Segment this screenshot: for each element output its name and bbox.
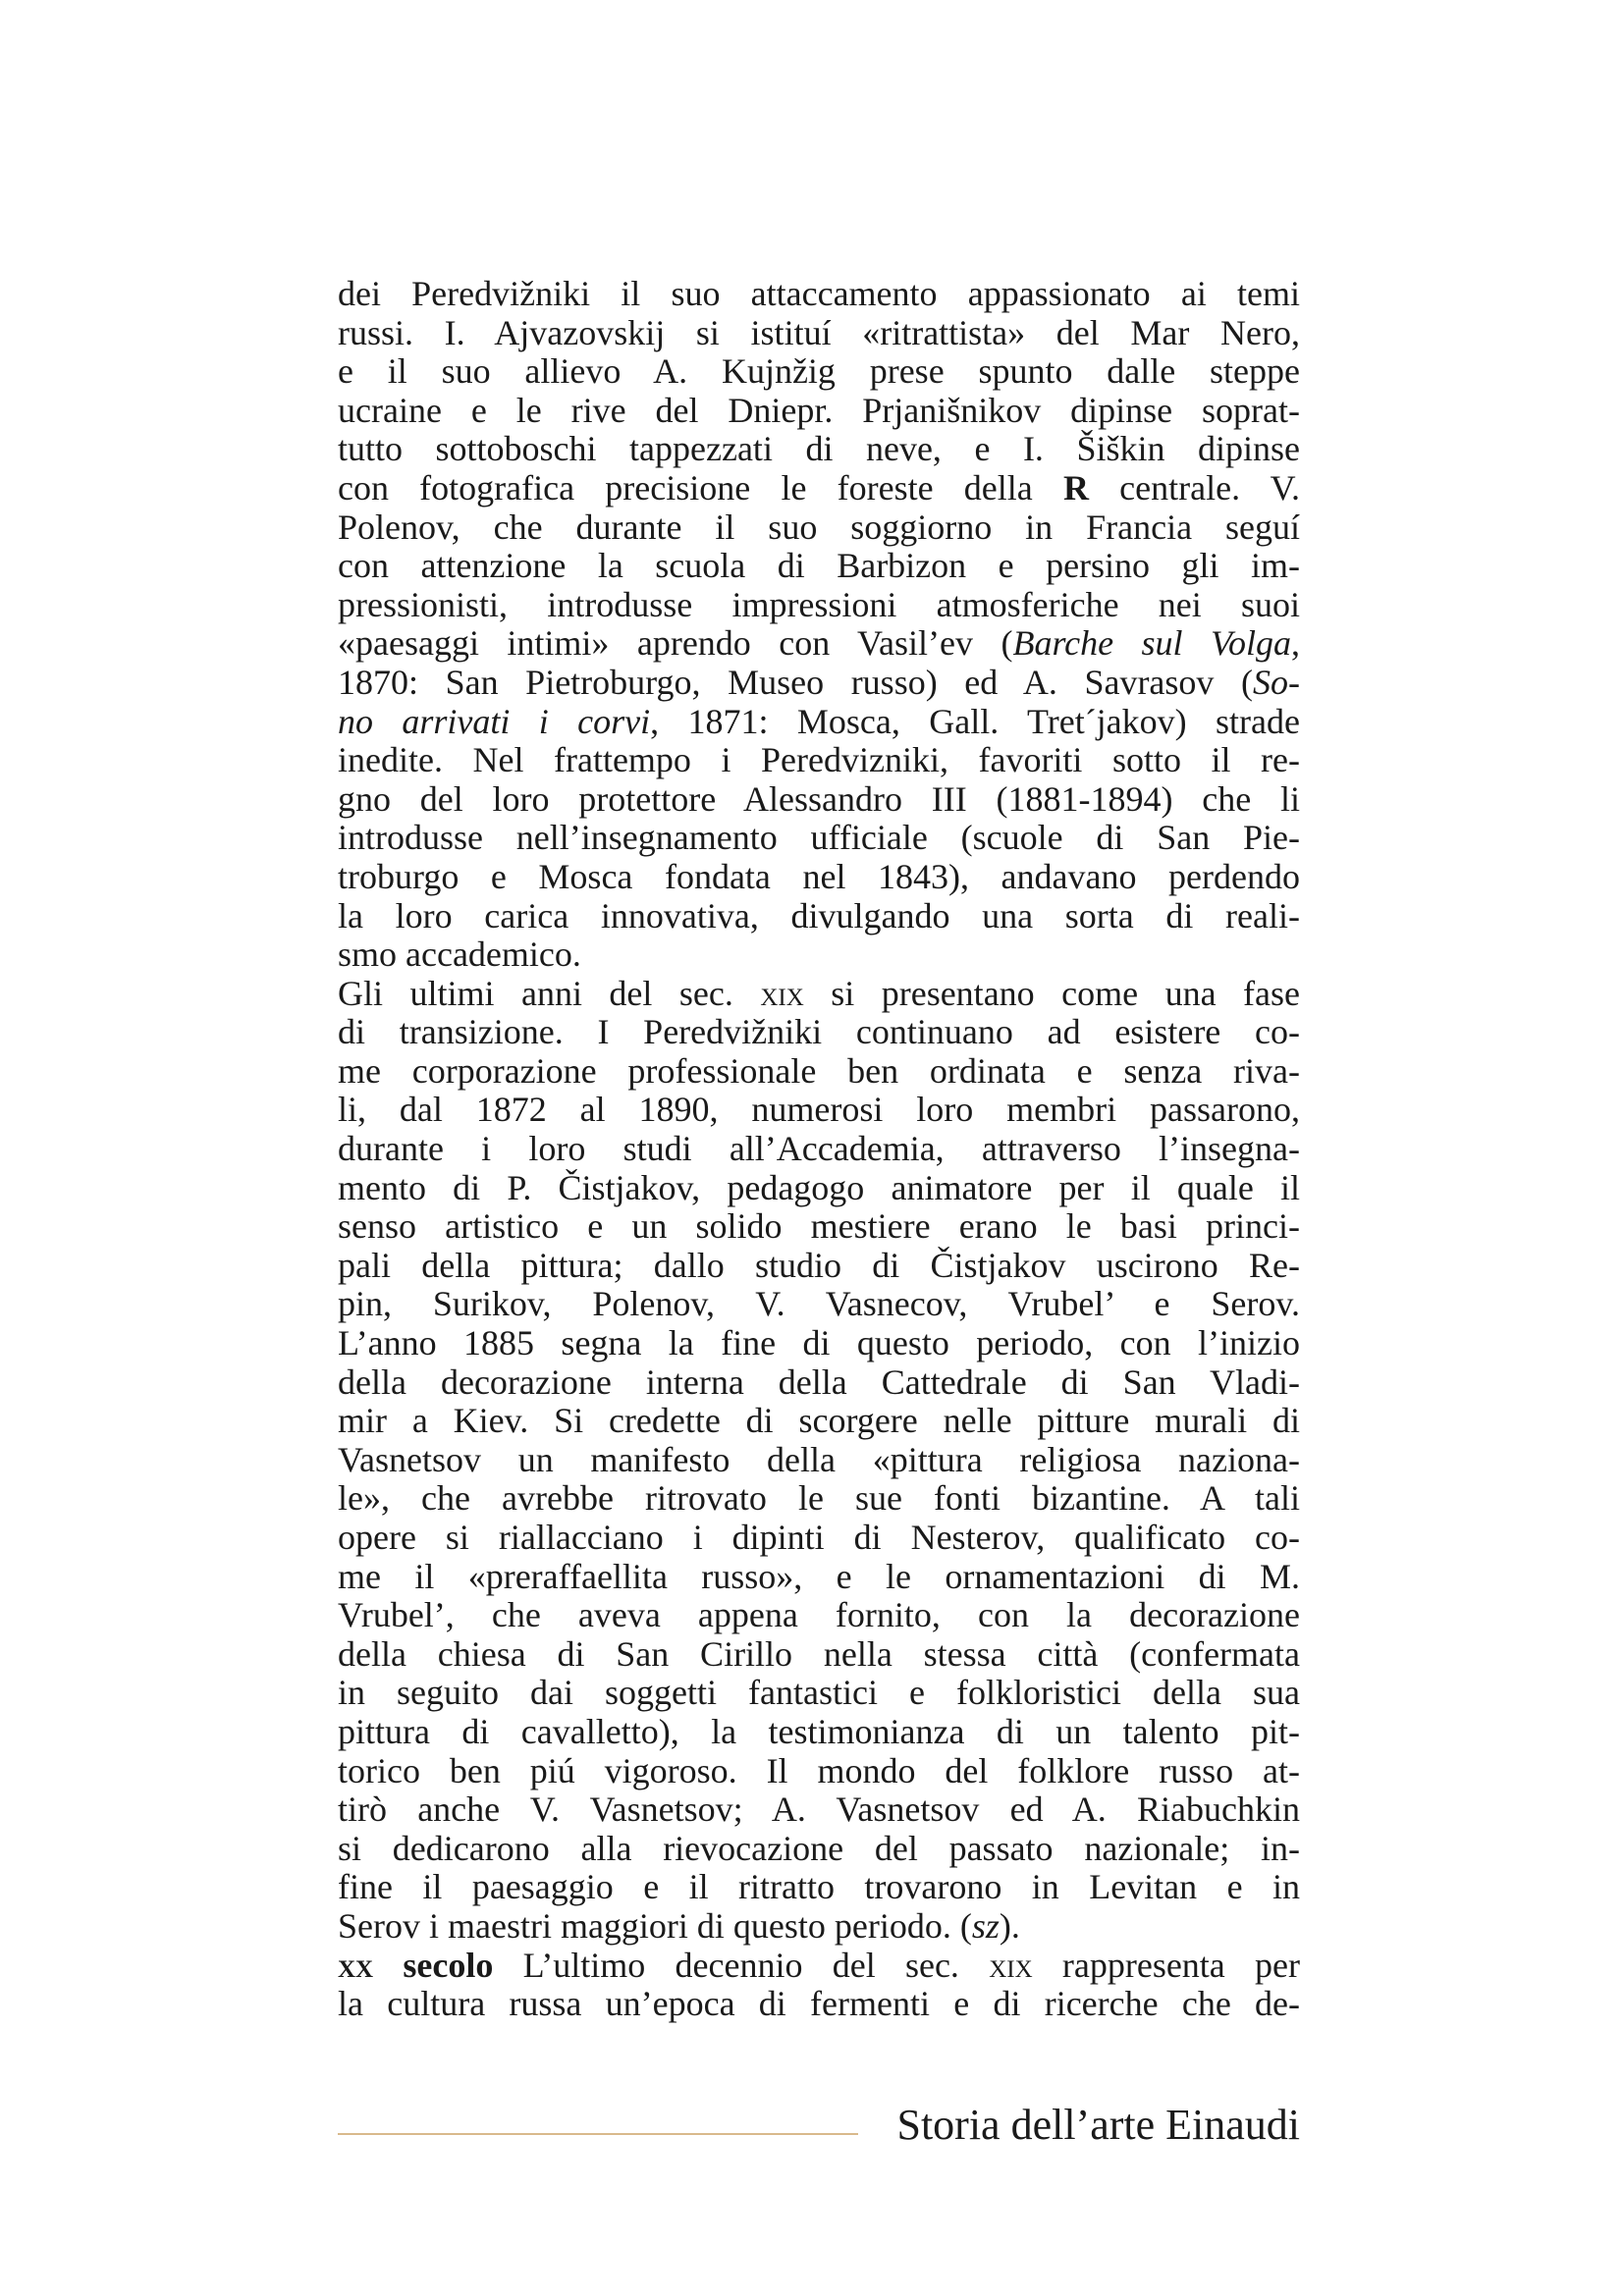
footer-rule — [338, 2133, 858, 2135]
text-run: 1870: San Pietroburgo, Museo russo) ed A. Savrasov ( — [338, 662, 1253, 702]
text-run: pali della pittura; dallo studio di Čistjakov uscirono Re- — [338, 1245, 1300, 1285]
text-run: torico ben piú vigoroso. Il mondo del folklore russo at- — [338, 1750, 1300, 1790]
footer-title: Storia dell’arte Einaudi — [896, 2101, 1300, 2149]
text-run: pin, Surikov, Polenov, V. Vasnecov, Vrubel’ e Serov. — [338, 1284, 1300, 1324]
text-run: Vrubel’, che aveva appena fornito, con la decorazione — [338, 1595, 1300, 1635]
text-run: opere si riallacciano i dipinti di Nesterov, qualificato co- — [338, 1518, 1300, 1557]
text-line — [338, 392, 1300, 431]
text-line — [338, 547, 1300, 586]
text-run: xx — [338, 1945, 374, 1985]
text-line — [338, 1479, 1300, 1519]
text-run: Polenov, che durante il suo soggiorno in Francia seguí — [338, 507, 1300, 547]
text-line — [338, 741, 1300, 780]
text-line — [338, 1907, 1300, 1947]
text-line — [338, 1091, 1300, 1130]
text-run: pittura di cavalletto), la testimonianza di un talento pit- — [338, 1711, 1300, 1751]
text-run: li, dal 1872 al 1890, numerosi loro membri passarono, — [338, 1090, 1300, 1130]
text-run: centrale. V. — [1088, 467, 1300, 507]
text-run: L’ultimo decennio del sec. — [493, 1945, 990, 1985]
text-line — [338, 1752, 1300, 1791]
body-text — [338, 275, 1300, 2024]
text-line — [338, 1985, 1300, 2024]
text-line — [338, 664, 1300, 703]
text-run: tirò anche V. Vasnetsov; A. Vasnetsov ed A. Riabuchkin — [338, 1789, 1300, 1830]
text-line — [338, 1713, 1300, 1752]
text-run: durante i loro studi all’Accademia, attraverso l’insegna- — [338, 1129, 1300, 1169]
text-line — [338, 1947, 1300, 1986]
text-run: smo accademico. — [338, 934, 581, 975]
text-line — [338, 275, 1300, 314]
text-run: si dedicarono alla rievocazione del passato nazionale; in- — [338, 1828, 1300, 1868]
text-line — [338, 624, 1300, 664]
text-run: senso artistico e un solido mestiere erano le basi princi- — [338, 1206, 1300, 1247]
text-line — [338, 1441, 1300, 1480]
text-run: in seguito dai soggetti fantastici e folkloristici della sua — [338, 1673, 1300, 1713]
text-run: la loro carica innovativa, divulgando una sorta di reali- — [338, 895, 1300, 935]
text-run: troburgo e Mosca fondata nel 1843), andavano perdendo — [338, 856, 1300, 896]
text-run: Serov i maestri maggiori di questo periodo. ( — [338, 1905, 972, 1946]
text-run: no arrivati i corvi — [338, 701, 651, 741]
text-run: con attenzione la scuola di Barbizon e persino gli im- — [338, 546, 1300, 586]
text-line — [338, 1596, 1300, 1635]
text-run: mento di P. Čistjakov, pedagogo animatore per il quale il — [338, 1167, 1300, 1207]
text-run: , 1871: Mosca, Gall. Tret´jakov) strade — [650, 701, 1300, 741]
text-line — [338, 1130, 1300, 1169]
text-run: Vasnetsov un manifesto della «pittura religiosa naziona- — [338, 1439, 1300, 1479]
text-line — [338, 935, 1300, 975]
text-run: mir a Kiev. Si credette di scorgere nelle pitture murali di — [338, 1401, 1300, 1441]
text-run: R — [1062, 467, 1089, 507]
text-line — [338, 1285, 1300, 1324]
text-run: , — [1291, 623, 1300, 664]
page-footer — [338, 2096, 1300, 2155]
text-line — [338, 1247, 1300, 1286]
text-run: si presentano come una fase — [803, 973, 1300, 1013]
text-line — [338, 1674, 1300, 1713]
text-run: me corporazione professionale ben ordinata e senza riva- — [338, 1050, 1300, 1091]
text-line — [338, 1868, 1300, 1907]
text-run: con fotografica precisione le foreste della — [338, 467, 1063, 507]
text-run: L’anno 1885 segna la fine di questo periodo, con l’inizio — [338, 1323, 1300, 1363]
text-run: Gli ultimi anni del sec. — [338, 973, 761, 1013]
text-run: Barche sul Volga — [1012, 623, 1291, 664]
text-line — [338, 703, 1300, 742]
text-line — [338, 858, 1300, 897]
text-line — [338, 1830, 1300, 1869]
text-run: la cultura russa un’epoca di fermenti e di ricerche che de- — [338, 1984, 1300, 2024]
text-run: inedite. Nel frattempo i Peredvizniki, favoriti sotto il re- — [338, 740, 1300, 780]
text-line — [338, 1052, 1300, 1092]
text-run: secolo — [373, 1945, 494, 1985]
text-run: ucraine e le rive del Dniepr. Prjanišnikov dipinse soprat- — [338, 390, 1300, 430]
text-line — [338, 1324, 1300, 1363]
text-run: introdusse nell’insegnamento ufficiale (scuole di San Pie- — [338, 818, 1300, 858]
text-run: «paesaggi intimi» aprendo con Vasil’ev ( — [338, 623, 1013, 664]
text-line — [338, 1558, 1300, 1597]
text-line — [338, 819, 1300, 858]
text-line — [338, 1402, 1300, 1441]
text-line — [338, 1363, 1300, 1403]
text-run: me il «preraffaellita russo», e le ornamentazioni di M. — [338, 1556, 1300, 1596]
text-run: ). — [999, 1905, 1020, 1946]
text-line — [338, 586, 1300, 625]
text-run: della chiesa di San Cirillo nella stessa città (confermata — [338, 1633, 1300, 1674]
text-run: le», che avrebbe ritrovato le sue fonti bizantine. A tali — [338, 1478, 1300, 1519]
text-run: fine il paesaggio e il ritratto trovarono in Levitan e in — [338, 1867, 1300, 1907]
text-line — [338, 1169, 1300, 1208]
text-line — [338, 897, 1300, 936]
text-line — [338, 1207, 1300, 1247]
text-line — [338, 1013, 1300, 1052]
text-line — [338, 1519, 1300, 1558]
text-run: dei Peredvižniki il suo attaccamento appassionato ai temi — [338, 274, 1300, 313]
text-run: della decorazione interna della Cattedrale di San Vladi- — [338, 1362, 1300, 1402]
text-line — [338, 430, 1300, 469]
text-run: rappresenta per — [1032, 1945, 1301, 1985]
text-line — [338, 314, 1300, 353]
text-run: xix — [760, 973, 804, 1013]
text-line — [338, 469, 1300, 508]
text-run: pressionisti, introdusse impressioni atmosferiche nei suoi — [338, 584, 1300, 624]
text-run: xix — [989, 1945, 1033, 1985]
text-line — [338, 352, 1300, 392]
text-line — [338, 780, 1300, 820]
text-line — [338, 975, 1300, 1014]
text-line — [338, 1790, 1300, 1830]
text-run: So- — [1253, 662, 1300, 702]
text-run: e il suo allievo A. Kujnžig prese spunto dalle steppe — [338, 351, 1300, 392]
text-line — [338, 508, 1300, 548]
text-run: gno del loro protettore Alessandro III (1881-1894) che li — [338, 778, 1300, 819]
text-run: tutto sottoboschi tappezzati di neve, e I. Šiškin dipinse — [338, 429, 1300, 469]
text-run: di transizione. I Peredvižniki continuano ad esistere co- — [338, 1012, 1300, 1052]
text-run: russi. I. Ajvazovskij si istituí «ritrattista» del Mar Nero, — [338, 312, 1300, 352]
text-line — [338, 1635, 1300, 1675]
text-run: sz — [971, 1905, 1000, 1946]
